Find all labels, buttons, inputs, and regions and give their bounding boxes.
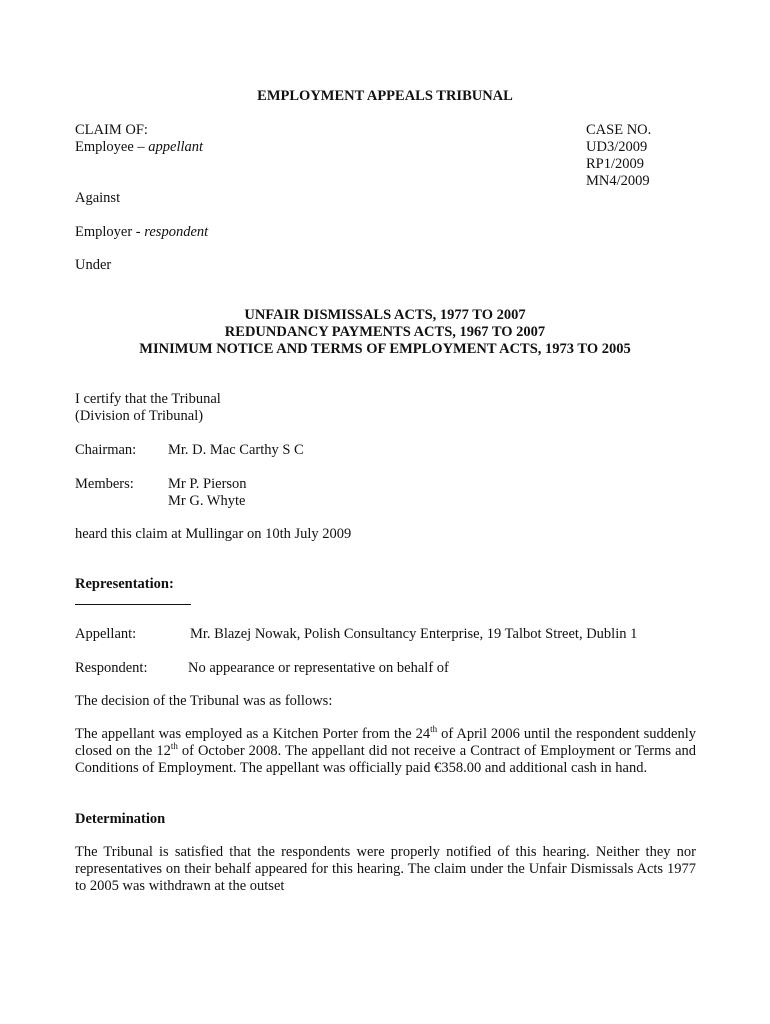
facts-text: of October 2008. The appellant did not receive a Contract of Employment or Terms and Conditions of Employment. The appellant was officially paid €358.00 and additional cash in hand. xyxy=(75,743,696,776)
case-number: RP1/2009 xyxy=(586,156,645,172)
heard-line: heard this claim at Mullingar on 10th July 2009 xyxy=(75,526,352,542)
case-number: MN4/2009 xyxy=(586,173,650,189)
claim-of-label: CLAIM OF: xyxy=(75,122,148,138)
ordinal-suffix: th xyxy=(430,724,438,734)
appellant-representative: Mr. Blazej Nowak, Polish Consultancy Enterprise, 19 Talbot Street, Dublin 1 xyxy=(190,626,638,642)
against-label: Against xyxy=(75,190,121,206)
facts-paragraph xyxy=(75,726,696,777)
act-title: REDUNDANCY PAYMENTS ACTS, 1967 TO 2007 xyxy=(224,324,546,340)
member-name: Mr G. Whyte xyxy=(168,493,246,509)
employer-role: respondent xyxy=(144,224,209,240)
employee-line xyxy=(75,139,203,156)
determination-heading: Determination xyxy=(75,811,166,827)
employer-line xyxy=(75,224,208,241)
case-no-label: CASE NO. xyxy=(586,122,652,138)
representation-underline xyxy=(75,604,191,605)
employee-role: appellant xyxy=(148,139,204,155)
employee-text: Employee – xyxy=(75,139,145,155)
ordinal-suffix: th xyxy=(170,741,178,751)
determination-paragraph: The Tribunal is satisfied that the respondents were properly notified of this hearing. Neither they nor representatives on their behalf appeared for this hearing. The claim under the Unfair Dismissals Acts 1977 to 2005 was withdrawn at the outset xyxy=(75,844,696,894)
act-title: UNFAIR DISMISSALS ACTS, 1977 TO 2007 xyxy=(244,307,526,323)
chairman-name: Mr. D. Mac Carthy S C xyxy=(168,442,304,458)
respondent-representative: No appearance or representative on behalf of xyxy=(188,660,449,676)
decision-intro: The decision of the Tribunal was as follows: xyxy=(75,693,333,709)
employer-text: Employer - xyxy=(75,224,141,240)
representation-heading: Representation: xyxy=(75,576,174,592)
case-number: UD3/2009 xyxy=(586,139,648,155)
chairman-label: Chairman: xyxy=(75,442,137,458)
member-name: Mr P. Pierson xyxy=(168,476,247,492)
document-title: EMPLOYMENT APPEALS TRIBUNAL xyxy=(257,88,513,104)
facts-text: The appellant was employed as a Kitchen Porter from the 24 xyxy=(75,726,431,742)
certify-line: I certify that the Tribunal xyxy=(75,391,221,407)
respondent-label: Respondent: xyxy=(75,660,148,676)
division-line: (Division of Tribunal) xyxy=(75,408,204,424)
members-label: Members: xyxy=(75,476,134,492)
appellant-label: Appellant: xyxy=(75,626,137,642)
act-title: MINIMUM NOTICE AND TERMS OF EMPLOYMENT ACTS, 1973 TO 2005 xyxy=(139,341,631,357)
under-label: Under xyxy=(75,257,112,273)
facts-text: of April 2006 until the respondent suddenly closed on the 12 xyxy=(75,726,696,759)
